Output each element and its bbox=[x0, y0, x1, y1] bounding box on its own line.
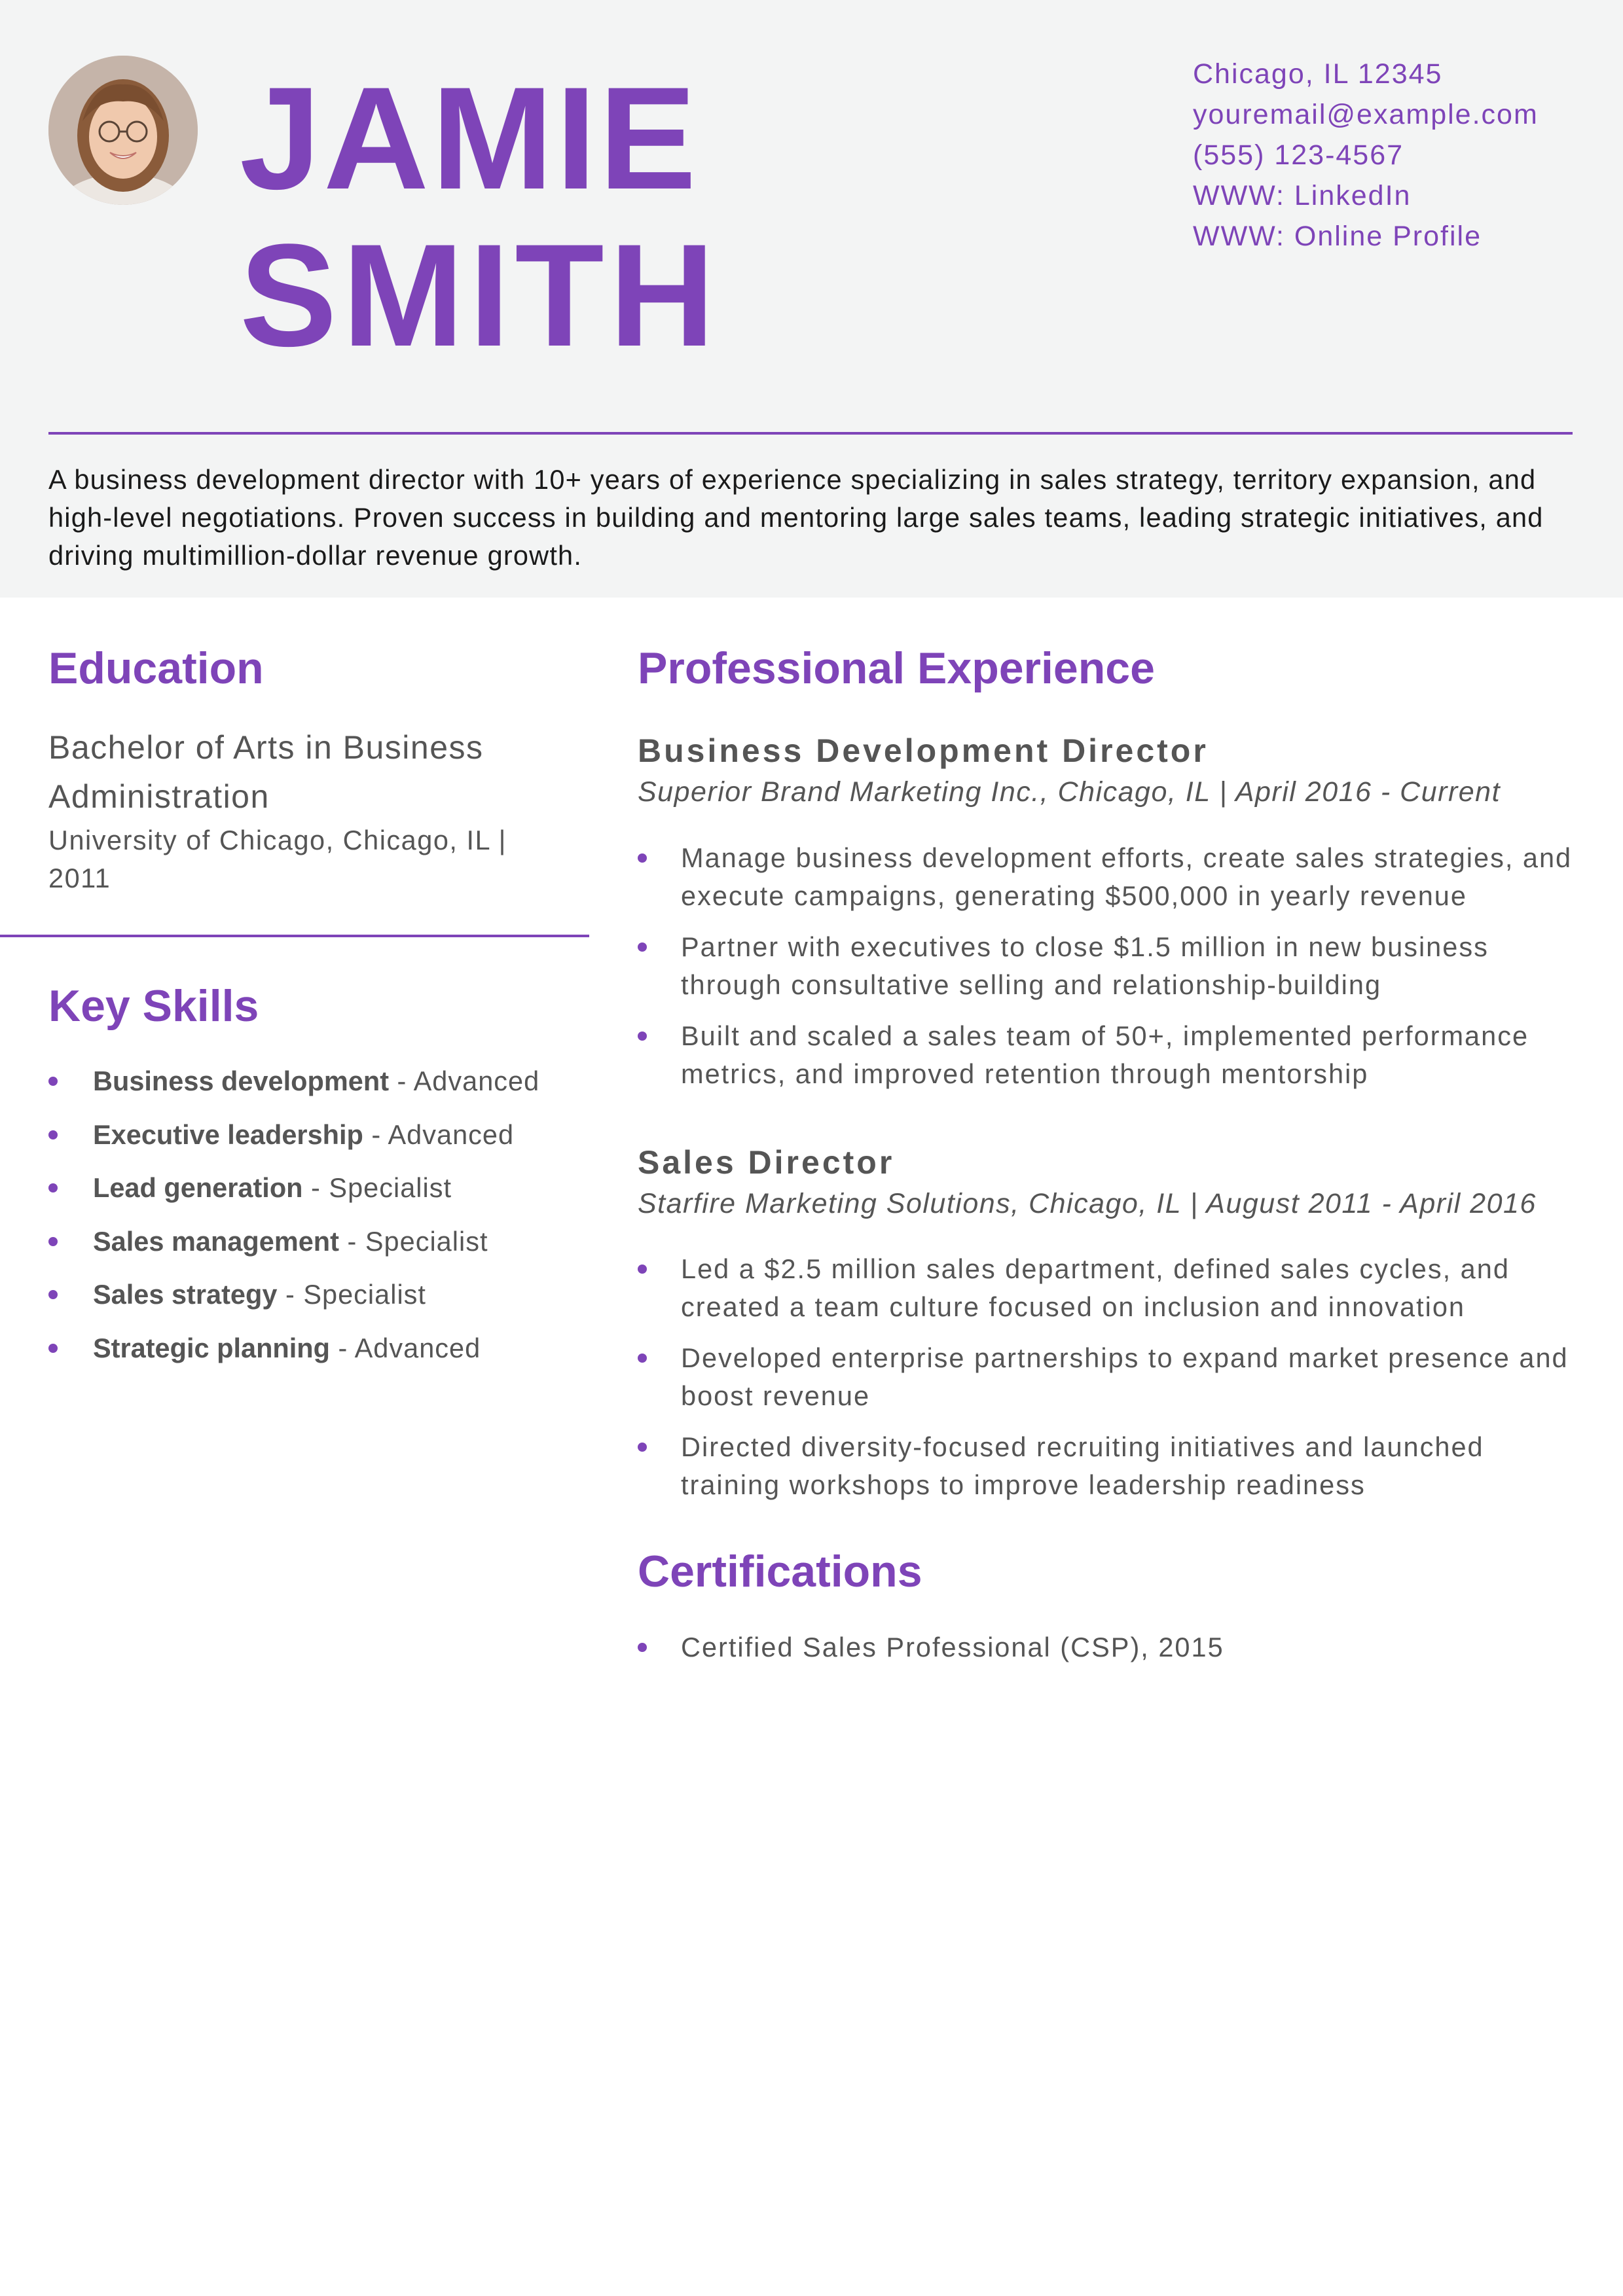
bullet-dot-icon bbox=[638, 942, 647, 952]
education-divider bbox=[0, 935, 589, 937]
bullet-dot-icon bbox=[48, 1183, 58, 1193]
skill-level: - Specialist bbox=[277, 1279, 426, 1310]
contact-list bbox=[1193, 54, 1539, 257]
education-degree: Bachelor of Arts in Business Administration bbox=[48, 729, 484, 815]
bullet-dot-icon bbox=[638, 1031, 647, 1041]
skill-level: - Advanced bbox=[330, 1332, 481, 1363]
job-bullet-text: Directed diversity-focused recruiting initiatives and launched training workshops to improve leadership readiness bbox=[681, 1431, 1484, 1500]
skills-heading: Key Skills bbox=[48, 981, 259, 1031]
job-bullet bbox=[638, 1017, 1587, 1093]
job-title: Sales Director bbox=[638, 1144, 895, 1181]
job-bullet bbox=[638, 928, 1587, 1004]
bullet-dot-icon bbox=[48, 1344, 58, 1353]
job-meta: Superior Brand Marketing Inc., Chicago, IL | April 2016 - Current bbox=[638, 776, 1501, 808]
contact-online-profile[interactable]: WWW: Online Profile bbox=[1193, 221, 1482, 252]
experience-heading: Professional Experience bbox=[638, 643, 1155, 693]
certification-item bbox=[638, 1628, 1587, 1666]
skills-list bbox=[48, 1062, 539, 1382]
skill-level: - Advanced bbox=[363, 1119, 515, 1150]
job-bullet bbox=[638, 1428, 1587, 1504]
job-bullets bbox=[638, 839, 1587, 1106]
job-bullet-text: Partner with executives to close $1.5 million in new business through consultative selling and relationship-building bbox=[681, 931, 1489, 1000]
job-bullets bbox=[638, 1250, 1587, 1517]
first-name: JAMIE bbox=[240, 57, 699, 220]
job-bullet-text: Manage business development efforts, create sales strategies, and execute campaigns, generating $500,000 in yearly revenue bbox=[681, 842, 1573, 911]
skill-name: Sales management bbox=[93, 1225, 339, 1257]
bullet-dot-icon bbox=[638, 1265, 647, 1274]
job-bullet bbox=[638, 839, 1587, 915]
job-title: Business Development Director bbox=[638, 732, 1209, 769]
skill-name: Business development bbox=[93, 1066, 390, 1096]
bullet-dot-icon bbox=[638, 1643, 647, 1652]
certifications-list bbox=[638, 1628, 1587, 1679]
job-bullet-text: Led a $2.5 million sales department, defined sales cycles, and created a team culture focused on inclusion and innovation bbox=[681, 1253, 1510, 1322]
skill-level: - Advanced bbox=[389, 1066, 540, 1096]
certification-text: Certified Sales Professional (CSP), 2015 bbox=[681, 1632, 1224, 1662]
bullet-dot-icon bbox=[48, 1077, 58, 1086]
skill-item bbox=[48, 1115, 539, 1169]
skill-item bbox=[48, 1275, 539, 1329]
bullet-dot-icon bbox=[48, 1130, 58, 1139]
bullet-dot-icon bbox=[638, 1354, 647, 1363]
job-meta: Starfire Marketing Solutions, Chicago, IL | August 2011 - April 2016 bbox=[638, 1188, 1537, 1219]
summary: A business development director with 10+ years of experience specializing in sales strategy, territory expansion, and high-level negotiations. Proven success in building and mentoring large sales teams, leading strategic initiatives, and driving multimillion-dollar revenue growth. bbox=[48, 464, 1544, 571]
job-bullet-text: Built and scaled a sales team of 50+, implemented performance metrics, and improved retention through mentorship bbox=[681, 1020, 1529, 1089]
skill-item bbox=[48, 1062, 539, 1115]
bullet-dot-icon bbox=[48, 1290, 58, 1299]
job-bullet bbox=[638, 1250, 1587, 1326]
skill-item bbox=[48, 1168, 539, 1222]
skill-level: - Specialist bbox=[338, 1225, 488, 1257]
skill-name: Strategic planning bbox=[93, 1332, 331, 1363]
skill-name: Lead generation bbox=[93, 1172, 303, 1203]
bullet-dot-icon bbox=[638, 853, 647, 863]
person-photo-icon bbox=[48, 56, 198, 205]
skill-level: - Specialist bbox=[302, 1172, 452, 1203]
skill-item bbox=[48, 1222, 539, 1276]
profile-photo bbox=[48, 56, 198, 205]
skill-name: Sales strategy bbox=[93, 1279, 278, 1310]
contact-email[interactable]: youremail@example.com bbox=[1193, 99, 1539, 130]
bullet-dot-icon bbox=[48, 1237, 58, 1246]
skill-item bbox=[48, 1329, 539, 1382]
last-name: SMITH bbox=[240, 214, 720, 377]
education-heading: Education bbox=[48, 643, 264, 693]
header-divider bbox=[48, 432, 1573, 435]
bullet-dot-icon bbox=[638, 1443, 647, 1452]
contact-linkedin[interactable]: WWW: LinkedIn bbox=[1193, 180, 1412, 211]
job-bullet bbox=[638, 1339, 1587, 1415]
education-school: University of Chicago, Chicago, IL | 2011 bbox=[48, 825, 507, 893]
certifications-heading: Certifications bbox=[638, 1547, 922, 1596]
skill-name: Executive leadership bbox=[93, 1119, 363, 1150]
job-bullet-text: Developed enterprise partnerships to expand market presence and boost revenue bbox=[681, 1342, 1569, 1411]
contact-phone[interactable]: (555) 123-4567 bbox=[1193, 139, 1404, 171]
contact-address: Chicago, IL 12345 bbox=[1193, 58, 1443, 90]
